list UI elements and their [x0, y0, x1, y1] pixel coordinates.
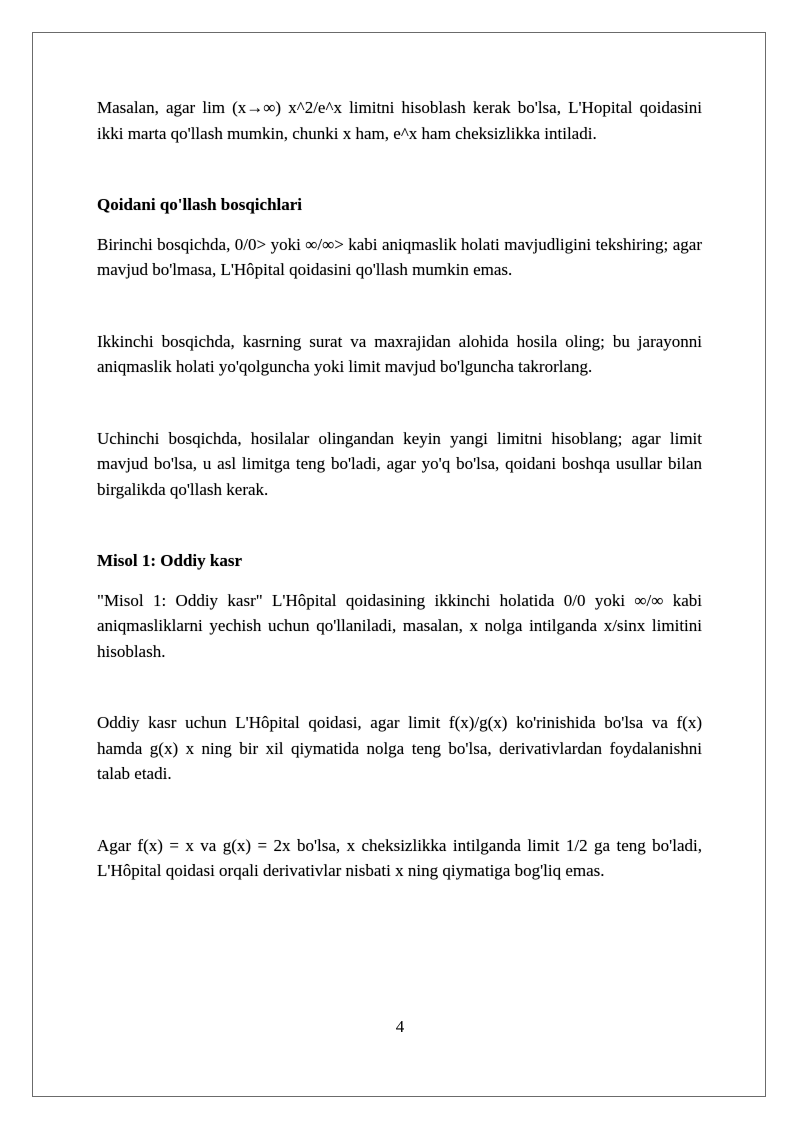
- section-heading-example-1: Misol 1: Oddiy kasr: [97, 551, 242, 570]
- example-1-paragraph-1: "Misol 1: Oddiy kasr" L'Hôpital qoidasining ikkinchi holatida 0/0 yoki ∞/∞ kabi aniqmasliklarni yechish uchun qo'llaniladi, masalan, x nolga intilganda x/sinx limitini hisoblash.: [97, 590, 702, 661]
- example-1-paragraph-2: Oddiy kasr uchun L'Hôpital qoidasi, agar limit f(x)/g(x) ko'rinishida bo'lsa va f(x) hamda g(x) x ning bir xil qiymatida nolga teng bo'lsa, derivativlardan foydalanishni talab etadi.: [97, 713, 702, 783]
- example-1-paragraph-3: Agar f(x) = x va g(x) = 2x bo'lsa, x cheksizlikka intilganda limit 1/2 ga teng bo'ladi, L'Hôpital qoidasi orqali derivativlar nisbati x ning qiymatiga bog'liq emas.: [97, 835, 702, 880]
- page-content: [97, 95, 702, 884]
- section-heading-steps: Qoidani qo'llash bosqichlari: [97, 195, 303, 214]
- intro-paragraph: Masalan, agar lim (x→∞) x^2/e^x limitni hisoblash kerak bo'lsa, L'Hopital qoidasini ikki marta qo'llash mumkin, chunki x ham, e^x ham cheksizlikka intiladi.: [97, 98, 702, 143]
- step-2-paragraph: Ikkinchi bosqichda, kasrning surat va maxrajidan alohida hosila oling; bu jarayonni aniqmaslik holati yo'qolguncha yoki limit mavjud bo'lguncha takrorlang.: [97, 331, 702, 376]
- page-number: 4: [395, 1017, 405, 1036]
- step-3-paragraph: Uchinchi bosqichda, hosilalar olingandan keyin yangi limitni hisoblang; agar limit mavjud bo'lsa, u asl limitga teng bo'ladi, agar yo'q bo'lsa, qoidani boshqa usullar bilan birgalikda qo'llash kerak.: [97, 428, 702, 499]
- step-1-paragraph: Birinchi bosqichda, 0/0> yoki ∞/∞> kabi aniqmaslik holati mavjudligini tekshiring; agar mavjud bo'lmasa, L'Hôpital qoidasini qo'llash mumkin emas.: [97, 234, 702, 279]
